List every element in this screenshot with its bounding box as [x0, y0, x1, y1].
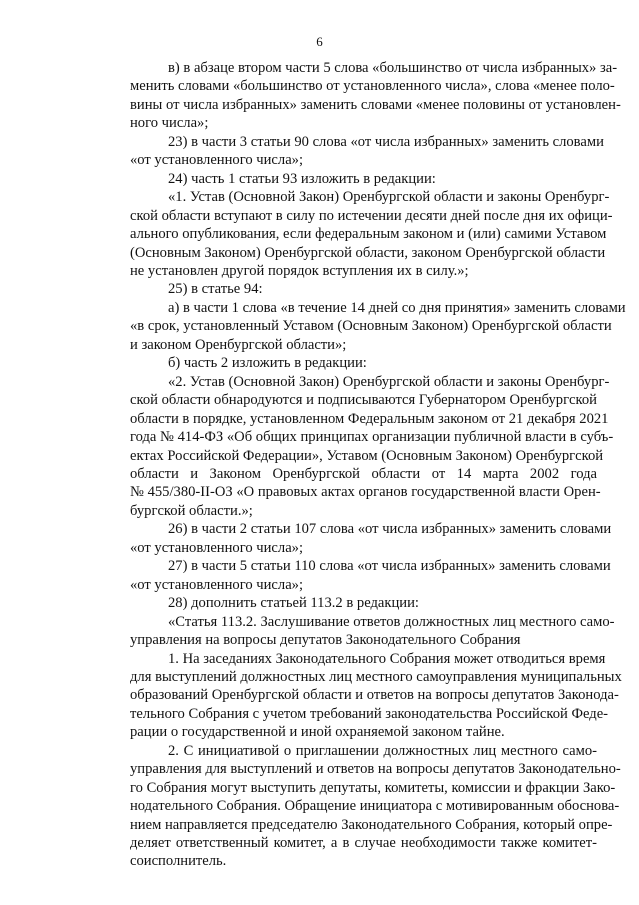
paragraph	[92, 557, 611, 594]
text-line: и законом Оренбургской области»;	[130, 336, 347, 353]
text-line: «Статья 113.2. Заслушивание ответов должностных лиц местного само-	[168, 613, 615, 630]
document-body	[92, 59, 626, 871]
paragraph	[92, 299, 626, 354]
numbered-paragraph	[92, 742, 621, 871]
text-line: бургской области.»;	[130, 502, 253, 519]
text-line: ской области обнародуются и подписываются Губернатором Оренбургской	[130, 392, 597, 409]
text-line: «от установленного числа»;	[130, 152, 304, 169]
text-line: деляет ответственный комитет, а в случае необходимости также комитет-	[130, 835, 597, 852]
text-line: не установлен другой порядок вступления их в силу.»;	[130, 262, 469, 279]
page-number: 6	[316, 34, 323, 49]
text-line: 26) в части 2 статьи 107 слова «от числа избранных» заменить словами	[168, 521, 612, 538]
text-line: «в срок, установленный Уставом (Основным Законом) Оренбургской области	[130, 318, 612, 335]
text-line: для выступлений должностных лиц местного самоуправления муниципальных	[130, 668, 622, 685]
text-line: б) часть 2 изложить в редакции:	[168, 355, 367, 372]
text-line: области и Законом Оренбургской области от 14 марта 2002 года	[130, 465, 597, 482]
text-line: соисполнитель.	[130, 853, 227, 870]
text-line: 24) часть 1 статьи 93 изложить в редакции:	[168, 170, 436, 187]
text-line: области в порядке, установленном Федеральным законом от 21 декабря 2021	[130, 410, 609, 427]
paragraph	[92, 170, 597, 188]
text-line: ской области вступают в силу по истечении десяти дней после дня их офици-	[130, 207, 613, 224]
text-line: вины от числа избранных» заменить словами «менее половины от установлен-	[130, 96, 621, 113]
text-line: «1. Устав (Основной Закон) Оренбургской области и законы Оренбург-	[168, 189, 610, 206]
text-line: года № 414-ФЗ «Об общих принципах организации публичной власти в субъ-	[130, 429, 614, 446]
paragraph	[92, 354, 597, 372]
text-line: менить словами «большинство от установленного числа», слова «менее поло-	[130, 78, 615, 95]
text-line: (Основным Законом) Оренбургской области, законом Оренбургской области	[130, 244, 606, 261]
paragraph	[92, 133, 604, 170]
text-line: № 455/380-II-ОЗ «О правовых актах органов государственной власти Орен-	[130, 484, 601, 501]
text-line: 2. С инициативой о приглашении должностных лиц местного само-	[168, 742, 597, 759]
paragraph	[92, 188, 613, 280]
text-line: ного числа»;	[130, 115, 209, 132]
text-line: 28) дополнить статьей 113.2 в редакции:	[168, 595, 419, 612]
text-line: 1. На заседаниях Законодательного Собрания может отводиться время	[168, 650, 606, 667]
text-line: в) в абзаце втором части 5 слова «большинство от числа избранных» за-	[168, 60, 618, 76]
article-heading	[92, 613, 615, 650]
text-line: «от установленного числа»;	[130, 539, 304, 556]
text-line: управления для выступлений и ответов на вопросы депутатов Законодательно-	[130, 761, 621, 778]
paragraph	[92, 59, 621, 133]
text-line: управления на вопросы депутатов Законодательного Собрания	[130, 632, 521, 649]
paragraph	[92, 594, 597, 612]
text-line: ектах Российской Федерации», Уставом (Основным Законом) Оренбургской	[130, 447, 604, 464]
text-line: нием направляется председателю Законодательного Собрания, который опре-	[130, 816, 613, 833]
text-line: ального опубликования, если федеральным законом и (или) самими Уставом	[130, 226, 607, 243]
text-line: рации о государственной и иной охраняемой законом тайне.	[130, 724, 505, 741]
text-line: тельного Собрания с учетом требований законодательства Российской Феде-	[130, 705, 609, 722]
paragraph	[92, 280, 597, 298]
paragraph	[92, 373, 614, 521]
text-line: го Собрания могут выступить депутаты, комитеты, комиссии и фракции Зако-	[130, 779, 616, 796]
text-line: «от установленного числа»;	[130, 576, 304, 593]
numbered-paragraph	[92, 650, 622, 742]
paragraph	[92, 520, 612, 557]
text-line: образований Оренбургской области и ответов на вопросы депутатов Законода-	[130, 687, 619, 704]
text-line: «2. Устав (Основной Закон) Оренбургской области и законы Оренбург-	[168, 373, 610, 390]
text-line: 27) в части 5 статьи 110 слова «от числа избранных» заменить словами	[168, 558, 611, 575]
text-line: 25) в статье 94:	[168, 281, 263, 298]
text-line: а) в части 1 слова «в течение 14 дней со дня принятия» заменить словами	[168, 299, 626, 316]
text-line: нодательного Собрания. Обращение инициатора с мотивированным обоснова-	[130, 798, 620, 815]
text-line: 23) в части 3 статьи 90 слова «от числа избранных» заменить словами	[168, 133, 604, 150]
